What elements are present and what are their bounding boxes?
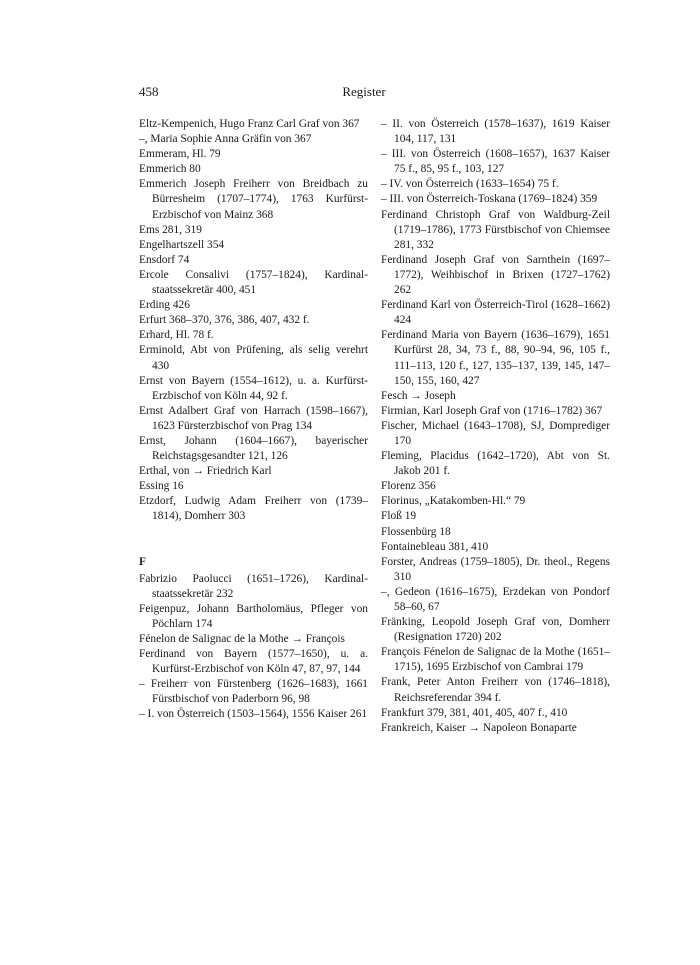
index-entry: Forster, Andreas (1759–1805), Dr. theol., Regens 310 <box>381 555 610 583</box>
index-entry: Essing 16 <box>139 480 184 493</box>
index-entry: Ferdinand von Bayern (1577–1650), u. a. Kurfürst-Erzbischof von Köln 47, 87, 97, 144 <box>139 648 368 676</box>
index-entry: Fesch → Joseph <box>381 389 456 402</box>
index-entry: Ernst Adalbert Graf von Harrach (1598–1667), 1623 Fürsterzbischof von Prag 134 <box>139 404 368 432</box>
left-column <box>139 117 368 723</box>
index-entry: Ensdorf 74 <box>139 253 190 266</box>
index-entry: Flossenbürg 18 <box>381 525 451 538</box>
index-entry: – III. von Österreich-Toskana (1769–1824) 359 <box>381 193 598 206</box>
index-entry: Emmerich 80 <box>139 163 201 176</box>
index-entry: Erding 426 <box>139 299 190 312</box>
index-entry: Fénelon de Salignac de la Mothe → François <box>139 633 345 645</box>
index-entry: Engelhartszell 354 <box>139 238 225 251</box>
index-entry: –, Maria Sophie Anna Gräfin von 367 <box>139 133 312 146</box>
index-entry: Ferdinand Karl von Österreich-Tirol (1628–1662) 424 <box>381 299 610 327</box>
index-entry: Ferdinand Christoph Graf von Waldburg-Zeil (1719–1786), 1773 Fürstbischof von Chiemsee 281, 332 <box>381 208 610 251</box>
right-column <box>381 117 610 736</box>
index-entry: Erfurt 368–370, 376, 386, 407, 432 f. <box>139 314 310 327</box>
index-entry: Floß 19 <box>381 510 417 523</box>
index-entry: Ercole Consalivi (1757–1824), Kardinalstaatssekretär 400, 451 <box>139 268 368 297</box>
index-entry: Frankreich, Kaiser → Napoleon Bonaparte <box>381 721 577 734</box>
index-entry: François Fénelon de Salignac de la Mothe (1651–1715), 1695 Erzbischof von Cambrai 179 <box>381 646 610 674</box>
index-entry: Fabrizio Paolucci (1651–1726), Kardinalstaatssekretär 232 <box>139 572 368 600</box>
index-entry: Fontainebleau 381, 410 <box>381 540 489 553</box>
page-number: 458 <box>139 84 159 99</box>
index-entry: Fischer, Michael (1643–1708), SJ, Domprediger 170 <box>381 419 610 447</box>
index-entry: Feigenpuz, Johann Bartholomäus, Pfleger von Pöchlarn 174 <box>139 602 368 630</box>
index-entry: – Freiherr von Fürstenberg (1626–1683), 1661 Fürstbischof von Paderborn 96, 98 <box>139 678 368 706</box>
index-entry: Erthal, von → Friedrich Karl <box>139 465 272 478</box>
index-entry: Emmerich Joseph Freiherr von Breidbach zu Bürresheim (1707–1774), 1763 Kurfürst-Erzbischof von Mainz 368 <box>139 178 368 221</box>
index-entry: Frankfurt 379, 381, 401, 405, 407 f., 410 <box>381 706 568 719</box>
index-entry: Ferdinand Joseph Graf von Sarnthein (1697–1772), Weihbischof in Brixen (1727–1762) 262 <box>381 253 610 297</box>
index-entry: – IV. von Österreich (1633–1654) 75 f. <box>381 178 559 191</box>
page-header <box>139 84 589 104</box>
index-entry: Florinus, „Katakomben-Hl.“ 79 <box>381 495 526 508</box>
index-entry: Erminold, Abt von Prüfening, als selig verehrt 430 <box>139 344 368 372</box>
running-head: Register <box>342 84 386 99</box>
index-entry: –, Gedeon (1616–1675), Erzdekan von Pondorf 58–60, 67 <box>381 585 610 613</box>
index-entry: Ems 281, 319 <box>139 223 202 236</box>
index-entry: Firmian, Karl Joseph Graf von (1716–1782) 367 <box>381 404 603 417</box>
index-entry: Fränking, Leopold Joseph Graf von, Domherr (Resignation 1720) 202 <box>381 616 610 644</box>
index-entry: Ernst, Johann (1604–1667), bayerischer Reichstagsgesandter 121, 126 <box>139 434 368 463</box>
index-entry: Ferdinand Maria von Bayern (1636–1679), 1651 Kurfürst 28, 34, 73 f., 88, 90–94, 96, 105 f., 111–113, 120 f., 127, 135–137, 139, 145, 147–150, 155, 160, 427 <box>381 329 610 387</box>
index-entry: – II. von Österreich (1578–1637), 1619 Kaiser 104, 117, 131 <box>381 118 610 146</box>
index-entry: Frank, Peter Anton Freiherr von (1746–1818), Reichsreferendar 394 f. <box>381 676 610 704</box>
index-entry: Eltz-Kempenich, Hugo Franz Carl Graf von 367 <box>139 118 360 130</box>
index-entry: Fleming, Placidus (1642–1720), Abt von St. Jakob 201 f. <box>381 450 610 478</box>
index-entry: – III. von Österreich (1608–1657), 1637 Kaiser 75 f., 85, 95 f., 103, 127 <box>381 148 610 176</box>
index-entry: Erhard, Hl. 78 f. <box>139 329 214 342</box>
index-entry: Emmeram, Hl. 79 <box>139 148 221 161</box>
index-entry: Etzdorf, Ludwig Adam Freiherr von (1739–1814), Domherr 303 <box>139 495 368 523</box>
index-entry: – I. von Österreich (1503–1564), 1556 Kaiser 261 <box>139 708 368 721</box>
section-letter: F <box>139 555 146 568</box>
index-entry: Florenz 356 <box>381 480 436 493</box>
index-entry: Ernst von Bayern (1554–1612), u. a. Kurfürst-Erzbischof von Köln 44, 92 f. <box>139 374 368 402</box>
